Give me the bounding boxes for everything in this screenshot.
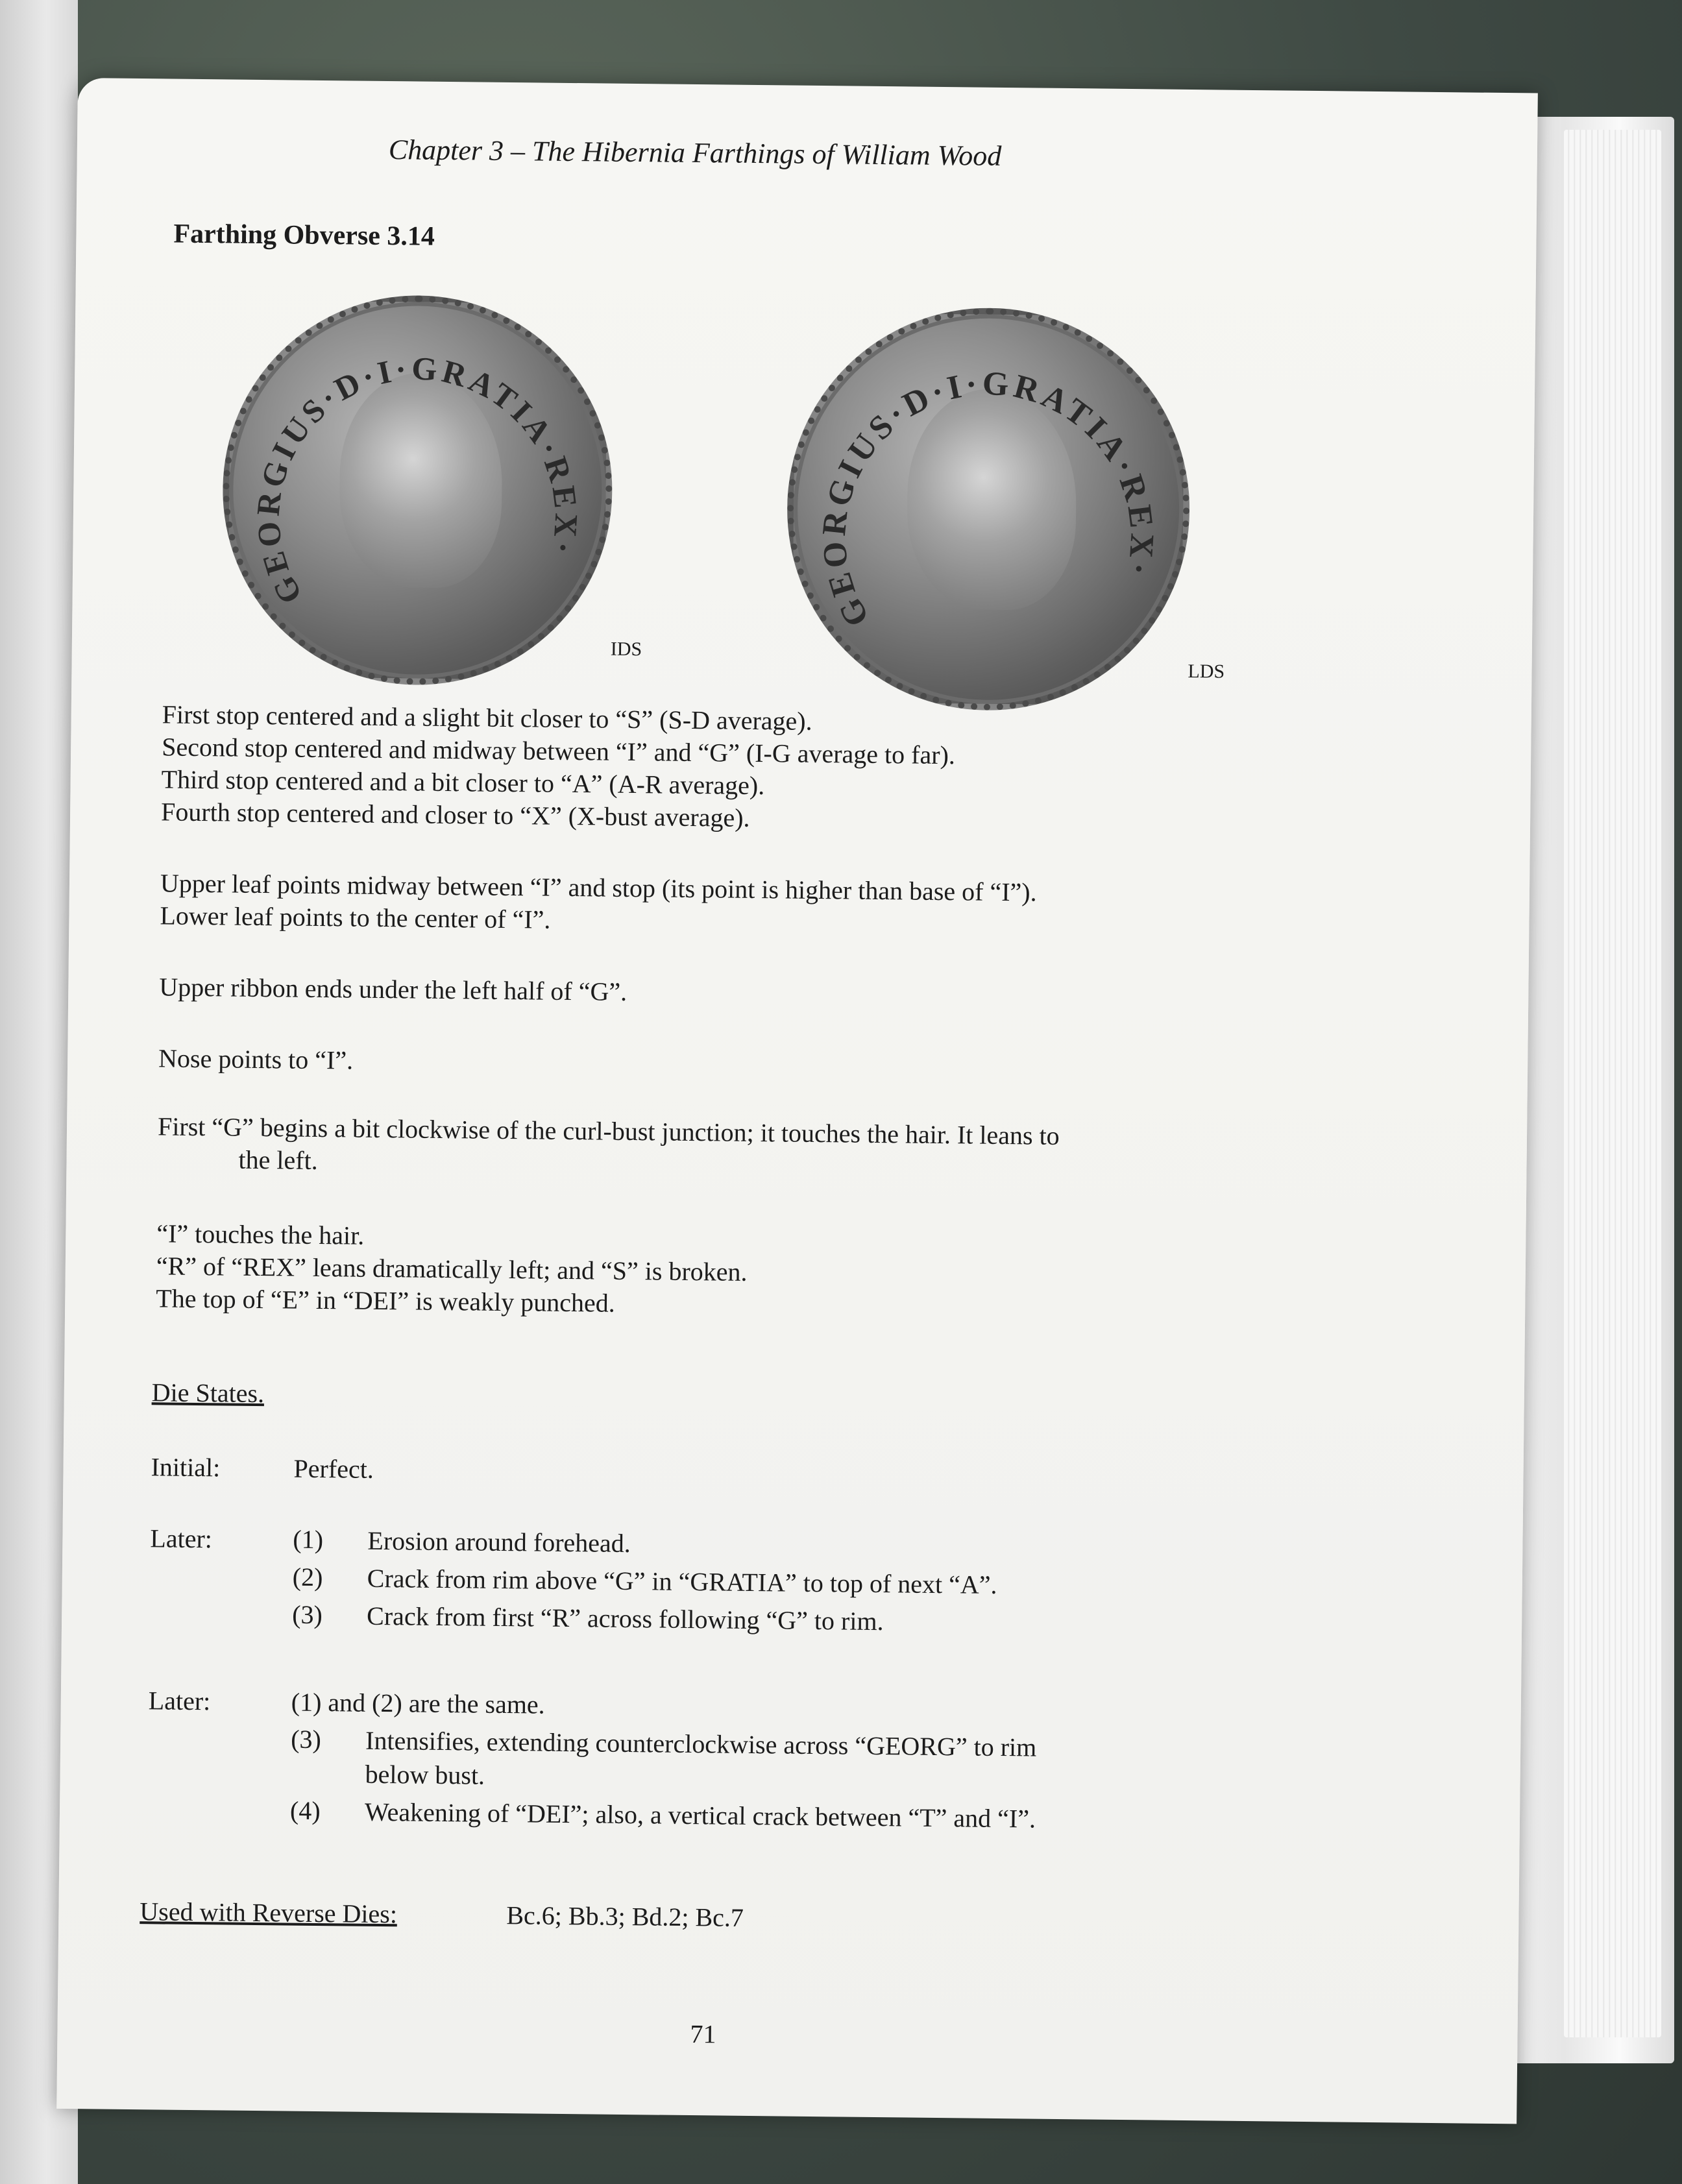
used-with-label: Used with Reverse Dies:: [140, 1897, 398, 1929]
initial-label: Initial:: [151, 1452, 221, 1483]
later2-num-3: (3): [290, 1724, 322, 1754]
page-edges: [1564, 130, 1661, 2037]
chapter-header: Chapter 3 – The Hibernia Farthings of William Wood: [388, 134, 1002, 172]
coin-legend: [792, 313, 1185, 706]
nose-line: Nose points to “I”.: [158, 1043, 354, 1075]
later-label-1: Later:: [150, 1523, 213, 1554]
book-page: [56, 78, 1538, 2124]
leaf-line-2: Lower leaf points to the center of “I”.: [160, 901, 551, 934]
later2-item-3: Intensifies, extending counterclockwise across “GEORG” to rim: [365, 1725, 1037, 1762]
later2-item-4: Weakening of “DEI”; also, a vertical crack between “T” and “I”.: [364, 1797, 1036, 1834]
stop-line-3: Third stop centered and a bit closer to “A” (A-R average).: [161, 764, 765, 801]
later1-item-3: Crack from first “R” across following “G” to rim.: [366, 1601, 884, 1636]
ribbon-line: Upper ribbon ends under the left half of “G”.: [159, 972, 628, 1006]
page-number: 71: [690, 2019, 716, 2049]
coin-image-ids: [221, 293, 614, 686]
leaf-line-1: Upper leaf points midway between “I” and stop (its point is higher than base of “I”).: [160, 868, 1037, 907]
coin-image-lds: [785, 306, 1191, 712]
later1-item-1: Erosion around forehead.: [367, 1525, 631, 1559]
later-label-2: Later:: [148, 1686, 211, 1716]
stop-line-4: Fourth stop centered and closer to “X” (X-bust average).: [160, 797, 750, 832]
coin-label-ids: IDS: [610, 638, 642, 661]
stop-line-1: First stop centered and a slight bit closer to “S” (S-D average).: [162, 699, 812, 736]
coin-legend-text: GEORGIUS·D·I·GRATIA·REX·: [815, 365, 1161, 633]
later2-num-4: (4): [289, 1795, 321, 1826]
initial-value: Perfect.: [293, 1453, 374, 1484]
coin-label-lds: LDS: [1188, 660, 1225, 683]
stop-line-2: Second stop centered and midway between “I” and “G” (I-G average to far).: [161, 732, 956, 770]
first-g-line-2: the left.: [238, 1145, 318, 1175]
svg-text:GEORGIUS·D·I·GRATIA·REX·: [814, 363, 1162, 636]
misc-line-1: “I” touches the hair.: [156, 1219, 365, 1250]
used-with-value: Bc.6; Bb.3; Bd.2; Bc.7: [506, 1900, 744, 1932]
later2-item-3-cont: below bust.: [365, 1759, 485, 1790]
die-states-title: Die States.: [151, 1377, 265, 1409]
coin-legend-text: GEORGIUS·D·I·GRATIA·REX·: [249, 350, 585, 611]
later1-num-3: (3): [291, 1599, 323, 1630]
later2-first: (1) and (2) are the same.: [291, 1687, 545, 1719]
later1-item-2: Crack from rim above “G” in “GRATIA” to top of next “A”.: [367, 1563, 997, 1599]
coin-legend: [227, 300, 607, 680]
later1-num-1: (1): [293, 1524, 324, 1555]
misc-line-3: The top of “E” in “DEI” is weakly punched.: [156, 1283, 616, 1318]
section-title: Farthing Obverse 3.14: [173, 219, 435, 252]
later1-num-2: (2): [292, 1562, 323, 1592]
first-g-line-1: First “G” begins a bit clockwise of the curl-bust junction; it touches the hair. It leans to: [157, 1111, 1060, 1150]
misc-line-2: “R” of “REX” leans dramatically left; and “S” is broken.: [156, 1251, 748, 1287]
svg-text:GEORGIUS·D·I·GRATIA·REX·: [249, 348, 587, 613]
